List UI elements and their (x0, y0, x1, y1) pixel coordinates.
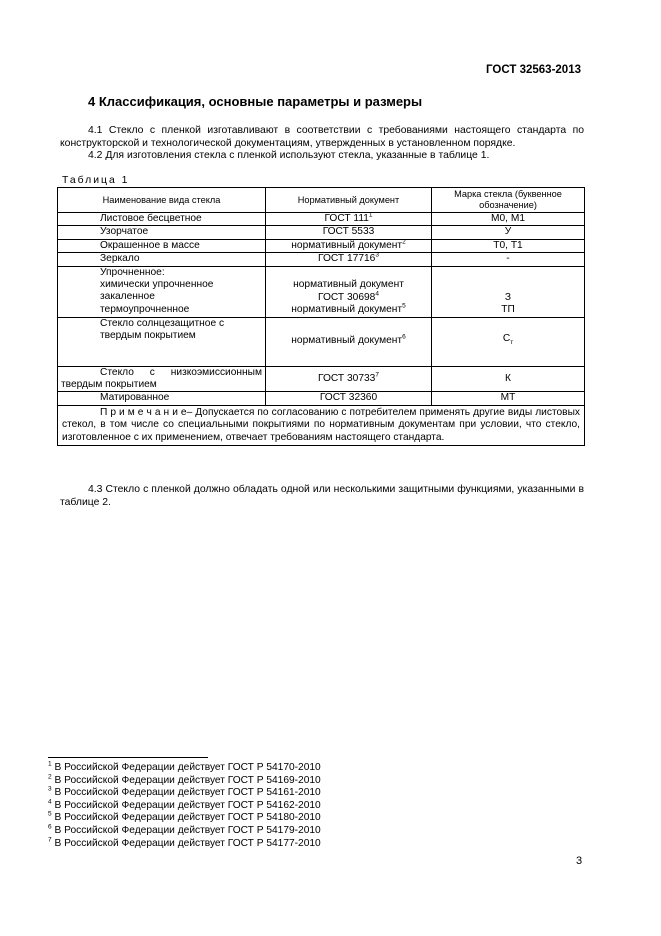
table-note (58, 405, 585, 445)
cell-normative-doc: ГОСТ 30733$^7$ (266, 366, 432, 392)
cell-normative-doc: ГОСТ 32360 (266, 392, 432, 405)
paragraph-4-2: 4.2 Для изготовления стекла с пленкой используют стекла, указанные в таблице 1. (88, 150, 490, 161)
cell-glass-mark: - (432, 253, 585, 266)
cell-glass-mark: Т0, Т1 (432, 239, 585, 252)
cell-glass-type: Зеркало (58, 253, 266, 266)
table-row (58, 213, 585, 226)
cell-glass-mark: $С_т$ (432, 317, 585, 366)
cell-normative-doc: нормативный документ$^2$ (266, 239, 432, 252)
note-text: – Допускается по согласованию с потребителем применять другие виды листовых стекол, в том числе со специальными покрытиями по нормативным документам при условии, что стекло, изготовленное с их применением, отвечает требованиям настоящего стандарта. (62, 406, 580, 443)
paragraph-4-1: 4.1 Стекло с пленкой изготавливают в соответствии с требованиями настоящего стандарта по конструкторской и технологической документациям, утвержденных в установленном порядке. (60, 125, 584, 149)
cell-normative-doc: ГОСТ $111^1$ (266, 213, 432, 226)
header-glass-type: Наименование вида стекла (58, 188, 266, 213)
cell-normative-doc: ГОСТ 5533 (266, 226, 432, 239)
glass-types-table (57, 187, 585, 446)
footnote: $^6$ В Российской Федерации действует ГОСТ Р 54179-2010 (48, 823, 321, 836)
table-row (58, 226, 585, 239)
table-note-row (58, 405, 585, 445)
cell-glass-mark: З ТП (432, 266, 585, 317)
table-row-hardened (58, 266, 585, 317)
footnote: $^3$ В Российской Федерации действует ГОСТ Р 54161-2010 (48, 785, 321, 799)
cell-glass-mark: М0, М1 (432, 213, 585, 226)
footnote: $^1$ В Российской Федерации действует ГОСТ Р 54170-2010 (48, 760, 321, 773)
footnote: $^7$ В Российской Федерации действует ГОСТ Р 54177-2010 (48, 836, 321, 849)
footnote-separator (48, 757, 208, 758)
note-label: П р и м е ч а н и е (100, 406, 187, 418)
cell-normative-doc: нормативный документ ГОСТ 30698$^4$ нормативный документ$^5$ (266, 266, 432, 317)
cell-glass-type: Окрашенное в массе (58, 239, 266, 252)
table-row (58, 239, 585, 252)
cell-glass-type: Матированное (58, 392, 266, 405)
section-title: 4 Классификация, основные параметры и размеры (88, 94, 423, 109)
cell-glass-type: Узорчатое (58, 226, 266, 239)
header-normative-doc: Нормативный документ (266, 188, 432, 213)
table-row-lowe (58, 366, 585, 392)
footnote: $^2$ В Российской Федерации действует ГОСТ Р 54169-2010 (48, 773, 321, 786)
cell-glass-mark: МТ (432, 392, 585, 405)
table-row (58, 392, 585, 405)
cell-glass-type: Листовое бесцветное (58, 213, 266, 226)
footnote: $^5$ В Российской Федерации действует ГОСТ Р 54180-2010 (48, 810, 321, 824)
paragraph-4-3: 4.3 Стекло с пленкой должно обладать одной или несколькими защитными функциями, указанными в таблице 2. (60, 484, 584, 508)
table-row-sunprotection (58, 317, 585, 366)
cell-glass-mark: К (432, 366, 585, 392)
header-glass-mark: Марка стекла (буквенное обозначение) (432, 188, 585, 213)
cell-normative-doc: ГОСТ 17716$^3$ (266, 253, 432, 266)
cell-glass-type: Стекло с низкоэмиссионным твердым покрытием (58, 366, 266, 392)
table-caption: Таблица 1 (62, 175, 130, 186)
cell-glass-mark: У (432, 226, 585, 239)
footnote: $^4$ В Российской Федерации действует ГОСТ Р 54162-2010 (48, 798, 321, 811)
cell-glass-type: Стекло солнцезащитное с твердым покрытием (58, 317, 266, 366)
standard-header: ГОСТ 32563-2013 (486, 64, 581, 76)
table-row (58, 253, 585, 266)
cell-glass-type: Упрочненное: химически упрочненное закаленное термоупрочненное (58, 266, 266, 317)
page-number: 3 (576, 855, 583, 867)
footnotes (48, 762, 321, 850)
cell-normative-doc: нормативный документ$^6$ (266, 317, 432, 366)
table-header-row (58, 188, 585, 213)
